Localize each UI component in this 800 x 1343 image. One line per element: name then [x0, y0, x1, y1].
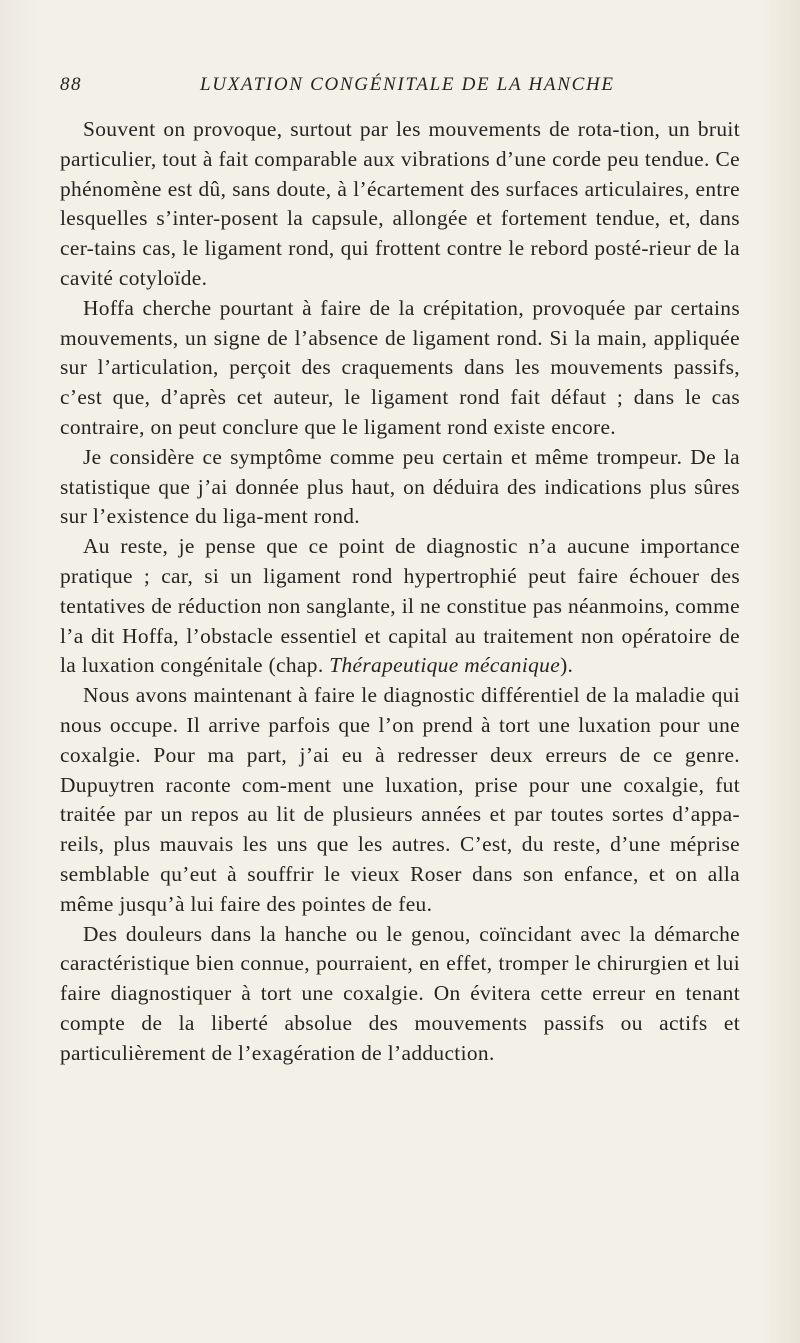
- paragraph-3: Je considère ce symptôme comme peu certain et même trompeur. De la statistique que j’ai donnée plus haut, on déduira des indications plus sûres sur l’existence du liga-ment rond.: [60, 444, 740, 529]
- paragraph-4-text-before: Au reste, je pense que ce point de diagnostic n’a aucune importance pratique ; car, si un ligament rond hypertrophié peut faire échouer des tentatives de réduction non sanglante, il ne constitue pas néanmoins, comme l’a dit Hoffa, l’obstacle essentiel et capital au traitement non opératoire de la luxation congénitale (chap.: [60, 534, 740, 678]
- paragraph-1: Souvent on provoque, surtout par les mouvements de rota-tion, un bruit particulier, tout à fait comparable aux vibrations d’une corde peu tendue. Ce phénomène est dû, sans doute, à l’écartement des surfaces articulaires, entre lesquelles s’inter-posent la capsule, allongée et fortement tendue, et, dans cer-tains cas, le ligament rond, qui frottent contre le rebord posté-rieur de la cavité cotyloïde.: [60, 117, 740, 290]
- paragraph-2: Hoffa cherche pourtant à faire de la crépitation, provoquée par certains mouvements, un signe de l’absence de ligament rond. Si la main, appliquée sur l’articulation, perçoit des craquements dans les mouvements passifs, c’est que, d’après cet auteur, le ligament rond fait défaut ; dans le cas contraire, on peut conclure que le ligament rond existe encore.: [60, 295, 740, 439]
- paragraph-5: Nous avons maintenant à faire le diagnostic différentiel de la maladie qui nous occupe. Il arrive parfois que l’on prend à tort une luxation pour une coxalgie. Pour ma part, j’ai eu à redresser deux erreurs de ce genre. Dupuytren raconte com-ment une luxation, prise pour une coxalgie, fut traitée par un repos au lit de plusieurs années et par toutes sortes d’appa-reils, plus mauvais les uns que les autres. C’est, du reste, d’une méprise semblable qu’eut à souffrir le vieux Roser dans son enfance, et on alla même jusqu’à lui faire des pointes de feu.: [60, 683, 740, 916]
- running-title: LUXATION CONGÉNITALE DE LA HANCHE: [200, 74, 615, 95]
- paragraph-4-text-after: ).: [560, 653, 574, 678]
- page-header: [60, 74, 740, 104]
- paragraph-4-italic-title: Thérapeutique mécanique: [329, 653, 561, 678]
- paragraph-6: Des douleurs dans la hanche ou le genou, coïncidant avec la démarche caractéristique bien connue, pourraient, en effet, tromper le chirurgien et lui faire diagnostiquer à tort une coxalgie. On évitera cette erreur en tenant compte de la liberté absolue des mouvements passifs ou actifs et particulièrement de l’exagération de l’adduction.: [60, 921, 740, 1065]
- page-number: 88: [60, 74, 82, 95]
- body-text: [60, 115, 740, 1069]
- paragraph-4: [60, 532, 740, 681]
